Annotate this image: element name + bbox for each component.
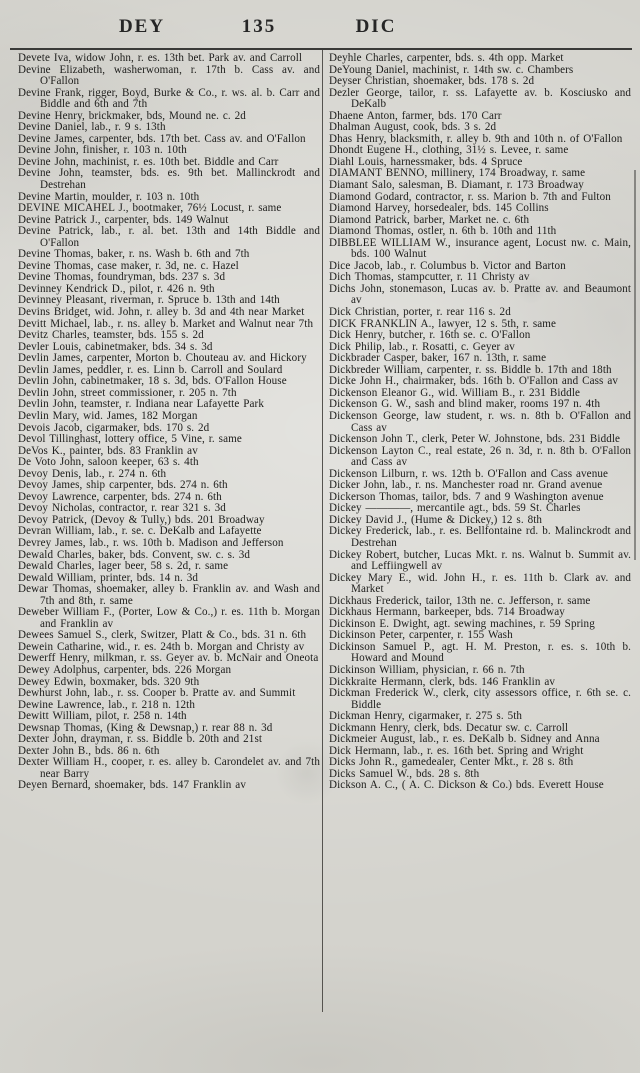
directory-entry: Dickenson Lilburn, r. ws. 12th b. O'Fallon and Cass avenue <box>329 467 609 480</box>
directory-entry: Diamant Salo, salesman, B. Diamant, r. 173 Broadway <box>329 179 584 192</box>
directory-entry: Deyen Bernard, shoemaker, bds. 147 Franklin av <box>18 779 246 792</box>
directory-entry: Devoy Nicholas, contractor, r. rear 321 s. 3d <box>18 502 226 515</box>
directory-entry: Dickmann Henry, clerk, bds. Decatur sw. c. Carroll <box>329 721 569 734</box>
directory-entry: DIAMANT BENNO, millinery, 174 Broadway, r. same <box>329 167 586 180</box>
directory-entry: Dewey Adolphus, carpenter, bds. 226 Morgan <box>18 663 232 676</box>
directory-entry: Dich Thomas, stampcutter, r. 11 Christy av <box>329 271 530 284</box>
directory-entry: Devine John, machinist, r. es. 10th bet. Biddle and Carr <box>18 155 279 168</box>
directory-entry: Devoy Lawrence, carpenter, bds. 274 n. 6th <box>18 490 222 503</box>
directory-entry: Dickinson Samuel P., agt. H. M. Preston, r. es. s. 10th b. Howard and Mound <box>329 640 631 665</box>
directory-entry: Dickinson William, physician, r. 66 n. 7th <box>329 663 525 676</box>
directory-entry: Dick Henry, butcher, r. 16th se. c. O'Fallon <box>329 329 531 342</box>
directory-entry: Devlin James, carpenter, Morton b. Chouteau av. and Hickory <box>18 352 307 365</box>
directory-entry: Dickbreder William, carpenter, r. ss. Biddle b. 17th and 18th <box>329 363 612 376</box>
directory-entry: Devler Louis, cabinetmaker, bds. 34 s. 3d <box>18 340 213 353</box>
directory-entry: Dickenson G. W., sash and blind maker, rooms 197 n. 4th <box>329 398 601 411</box>
directory-entry: Dickhaus Frederick, tailor, 13th ne. c. Jefferson, r. same <box>329 594 591 607</box>
directory-entry: Devoy Denis, lab., r. 274 n. 6th <box>18 467 167 480</box>
directory-entry: Deyhle Charles, carpenter, bds. s. 4th opp. Market <box>329 52 564 64</box>
page-number: 135 <box>241 16 277 37</box>
directory-entry: Dickinson Peter, carpenter, r. 155 Wash <box>329 629 513 642</box>
directory-entry: DIBBLEE WILLIAM W., insurance agent, Locust nw. c. Main, bds. 100 Walnut <box>329 236 631 261</box>
directory-entry: Devine Patrick J., carpenter, bds. 149 Walnut <box>18 213 229 226</box>
directory-entry: Dezler George, tailor, r. ss. Lafayette av. b. Kosciusko and DeKalb <box>329 86 631 111</box>
directory-entry: Dichs John, stonemason, Lucas av. b. Pratte av. and Beaumont av <box>329 282 631 307</box>
directory-entry: Devete Iva, widow John, r. es. 13th bet. Park av. and Carroll <box>18 52 303 64</box>
directory-entry: Devine John, finisher, r. 103 n. 10th <box>18 144 187 157</box>
directory-entry: Devine John, teamster, bds. es. 9th bet. Mallinckrodt and Destrehan <box>18 167 320 192</box>
directory-entry: Devinney Pleasant, riverman, r. Spruce b. 13th and 14th <box>18 294 280 307</box>
directory-entry: Dewsnap Thomas, (King & Dewsnap,) r. rear 88 n. 3d <box>18 721 273 734</box>
right-column <box>329 53 631 792</box>
directory-entry: Dickhaus Hermann, barkeeper, bds. 714 Broadway <box>329 606 565 619</box>
directory-entry: Devine Elizabeth, washerwoman, r. 17th b. Cass av. and O'Fallon <box>18 63 320 88</box>
directory-entry: Devine Daniel, lab., r. 9 s. 13th <box>18 121 166 134</box>
directory-entry: Devois Jacob, cigarmaker, bds. 170 s. 2d <box>18 421 210 434</box>
directory-entry: Diamond Godard, contractor, r. ss. Marion b. 7th and Fulton <box>329 190 611 203</box>
directory-entry: Devine Thomas, baker, r. ns. Wash b. 6th and 7th <box>18 248 250 261</box>
directory-entry: Devlin Mary, wid. James, 182 Morgan <box>18 409 198 422</box>
directory-entry: Devol Tillinghast, lottery office, 5 Vine, r. same <box>18 433 242 446</box>
directory-entry: Dewerff Henry, milkman, r. ss. Geyer av. b. McNair and Oneota <box>18 652 319 665</box>
directory-entry: Dewey Edwin, boxmaker, bds. 320 9th <box>18 675 200 688</box>
directory-entry: DeVos K., painter, bds. 83 Franklin av <box>18 444 198 457</box>
directory-entry: Deyser Christian, shoemaker, bds. 178 s. 2d <box>329 75 535 88</box>
directory-entry: Dickmeier August, lab., r. es. DeKalb b. Sidney and Anna <box>329 733 600 746</box>
directory-entry: Dickbrader Casper, baker, 167 n. 13th, r. same <box>329 352 547 365</box>
directory-entry: Dickerson Thomas, tailor, bds. 7 and 9 Washington avenue <box>329 490 604 503</box>
header-section-word-right: DIC <box>355 16 397 37</box>
directory-entry: Devran William, lab., r. se. c. DeKalb and Lafayette <box>18 525 262 538</box>
directory-entry: Dhaene Anton, farmer, bds. 170 Carr <box>329 109 502 122</box>
directory-entry: Devine Frank, rigger, Boyd, Burke & Co., r. ws. al. b. Carr and Biddle and 6th and 7th <box>18 86 320 111</box>
directory-entry: Dickkraite Hermann, clerk, bds. 146 Franklin av <box>329 675 556 688</box>
directory-entry: Dexter John B., bds. 86 n. 6th <box>18 744 160 757</box>
directory-entry: Dickinson E. Dwight, agt. sewing machines, r. 59 Spring <box>329 617 595 630</box>
directory-entry: Dewald William, printer, bds. 14 n. 3d <box>18 571 199 584</box>
directory-entry: Dicker John, lab., r. ns. Manchester road nr. Grand avenue <box>329 479 603 492</box>
directory-entry: Dickey Robert, butcher, Lucas Mkt. r. ns. Walnut b. Summit av. and Leffiingwell av <box>329 548 631 573</box>
directory-entry: Dewald Charles, baker, bds. Convent, sw. c. s. 3d <box>18 548 251 561</box>
page-edge-artifact <box>634 170 636 560</box>
directory-entry: Devine Henry, brickmaker, bds, Mound ne. c. 2d <box>18 109 246 122</box>
directory-entry: Devinney Kendrick D., pilot, r. 426 n. 9th <box>18 282 215 295</box>
directory-entry: Deweber William F., (Porter, Low & Co.,) r. es. 11th b. Morgan and Franklin av <box>18 606 320 630</box>
directory-entry: Diahl Louis, harnessmaker, bds. 4 Spruce <box>329 155 523 168</box>
directory-entry: Dickson A. C., ( A. C. Dickson & Co.) bds. Everett House <box>329 779 604 792</box>
directory-entry: Dickey Mary E., wid. John H., r. es. 11th b. Clark av. and Market <box>329 571 631 596</box>
directory-entry: Diamond Patrick, barber, Market ne. c. 6th <box>329 213 530 226</box>
directory-entry: Devins Bridget, wid. John, r. alley b. 3d and 4th near Market <box>18 306 305 319</box>
directory-entry: Devlin James, peddler, r. es. Linn b. Carroll and Soulard <box>18 363 283 376</box>
page-header <box>0 16 640 48</box>
directory-entry: Dickman Henry, cigarmaker, r. 275 s. 5th <box>329 710 523 723</box>
directory-entry: Devine Patrick, lab., r. al. bet. 13th and 14th Biddle and O'Fallon <box>18 225 320 249</box>
directory-entry: Dewine Lawrence, lab., r. 218 n. 12th <box>18 698 195 711</box>
directory-entry: Dicks Samuel W., bds. 28 s. 8th <box>329 767 480 780</box>
directory-entry: DICK FRANKLIN A., lawyer, 12 s. 5th, r. same <box>329 317 557 330</box>
directory-entry: Devlin John, teamster, r. Indiana near Lafayette Park <box>18 398 264 411</box>
directory-entry: Dickenson John T., clerk, Peter W. Johnstone, bds. 231 Biddle <box>329 433 621 446</box>
column-divider-rule <box>322 50 323 1012</box>
directory-entry: Dicke John H., chairmaker, bds. 16th b. O'Fallon and Cass av <box>329 375 618 388</box>
directory-entry: Dicks John R., gamedealer, Center Mkt., r. 28 s. 8th <box>329 756 574 769</box>
directory-entry: Devitz Charles, teamster, bds. 155 s. 2d <box>18 329 204 342</box>
directory-entry: Dick Christian, porter, r. rear 116 s. 2d <box>329 306 511 319</box>
directory-entry: Dice Jacob, lab., r. Columbus b. Victor and Barton <box>329 259 566 272</box>
directory-entry: Dickey Frederick, lab., r. es. Bellfontaine rd. b. Malinckrodt and Destrehan <box>329 525 631 549</box>
directory-entry: Dhondt Eugene H., clothing, 31½ s. Levee, r. same <box>329 144 569 157</box>
directory-entry: DeYoung Daniel, machinist, r. 14th sw. c. Chambers <box>329 63 574 76</box>
directory-entry: Devrey James, lab., r. ws. 10th b. Madison and Jefferson <box>18 536 284 549</box>
directory-entry: Devine James, carpenter, bds. 17th bet. Cass av. and O'Fallon <box>18 132 306 145</box>
directory-entry: Dewhurst John, lab., r. ss. Cooper b. Pratte av. and Summit <box>18 687 296 700</box>
directory-entry: Devine Martin, moulder, r. 103 n. 10th <box>18 190 200 203</box>
directory-entry: De Voto John, saloon keeper, 63 s. 4th <box>18 456 199 469</box>
directory-entry: Devine Thomas, foundryman, bds. 237 s. 3d <box>18 271 226 284</box>
directory-entry: Dewein Catharine, wid., r. es. 24th b. Morgan and Christy av <box>18 640 305 653</box>
directory-entry: Dexter William H., cooper, r. es. alley b. Carondelet av. and 7th near Barry <box>18 756 320 780</box>
directory-entry: Dickman Frederick W., clerk, city assessors office, r. 6th se. c. Biddle <box>329 687 631 711</box>
directory-entry: DEVINE MICAHEL J., bootmaker, 76½ Locust, r. same <box>18 202 282 215</box>
directory-entry: Dickenson George, law student, r. ws. n. 8th b. O'Fallon and Cass av <box>329 409 631 434</box>
header-section-word-left: DEY <box>118 16 166 37</box>
left-column <box>18 53 320 792</box>
directory-entry: Diamond Thomas, ostler, n. 6th b. 10th and 11th <box>329 225 557 238</box>
directory-entry: Dickenson Eleanor G., wid. William B., r. 231 Biddle <box>329 386 581 399</box>
directory-entry: Dhalman August, cook, bds. 3 s. 2d <box>329 121 497 134</box>
directory-entry: Dhas Henry, blacksmith, r. alley b. 9th and 10th n. of O'Fallon <box>329 132 623 145</box>
directory-entry: Dickey ————, mercantile agt., bds. 59 St. Charles <box>329 502 581 515</box>
directory-entry: Dewitt William, pilot, r. 258 n. 14th <box>18 710 187 723</box>
directory-entry: Dewald Charles, lager beer, 58 s. 2d, r. same <box>18 560 229 573</box>
directory-entry: Devitt Michael, lab., r. ns. alley b. Market and Walnut near 7th <box>18 317 314 330</box>
directory-entry: Dewees Samuel S., clerk, Switzer, Platt & Co., bds. 31 n. 6th <box>18 629 307 642</box>
directory-entry: Dickey David J., (Hume & Dickey,) 12 s. 8th <box>329 513 543 526</box>
directory-entry: Devlin John, cabinetmaker, 18 s. 3d, bds. O'Fallon House <box>18 375 287 388</box>
directory-entry: Devlin John, street commissioner, r. 205 n. 7th <box>18 386 237 399</box>
directory-entry: Devoy Patrick, (Devoy & Tully,) bds. 201 Broadway <box>18 513 265 526</box>
directory-entry: Devoy James, ship carpenter, bds. 274 n. 6th <box>18 479 228 492</box>
directory-entry: Dick Philip, lab., r. Rosatti, c. Geyer av <box>329 340 515 353</box>
directory-entry: Devine Thomas, case maker, r. 3d, ne. c. Hazel <box>18 259 239 272</box>
directory-entry: Dexter John, drayman, r. ss. Biddle b. 20th and 21st <box>18 733 263 746</box>
directory-entry: Dewar Thomas, shoemaker, alley b. Franklin av. and Wash and 7th and 8th, r. same <box>18 583 320 607</box>
directory-entry: Dick Hermann, lab., r. es. 16th bet. Spring and Wright <box>329 744 584 757</box>
directory-entry: Dickenson Layton C., real estate, 26 n. 3d, r. n. 8th b. O'Fallon and Cass av <box>329 444 631 469</box>
header-rule <box>10 48 632 50</box>
directory-entry: Diamond Harvey, horsedealer, bds. 145 Collins <box>329 202 549 215</box>
